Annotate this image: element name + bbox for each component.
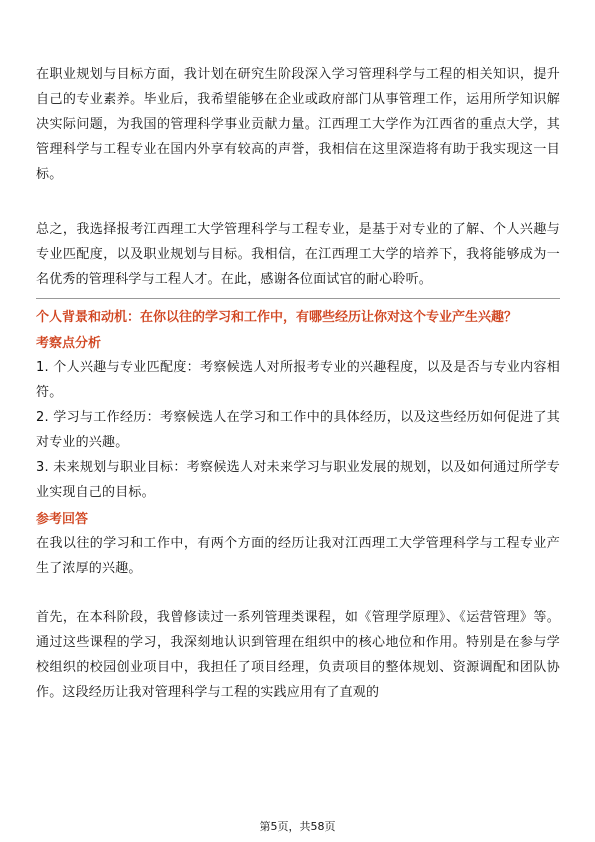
analysis-item: 2. 学习与工作经历：考察候选人在学习和工作中的具体经历，以及这些经历如何促进了其对专业的兴趣。 — [36, 410, 560, 450]
analysis-item: 1. 个人兴趣与专业匹配度：考察候选人对所报考专业的兴趣程度，以及是否与专业内容相符。 — [36, 360, 560, 400]
career-paragraph: 在职业规划与目标方面，我计划在研究生阶段深入学习管理科学与工程的相关知识，提升自己的专业素养。毕业后，我希望能够在企业或政府部门从事管理工作，运用所学知识解决实际问题，为我国的管理科学事业贡献力量。江西理工大学作为江西省的重点大学，其管理科学与工程专业在国内外享有较高的声誉，我相信在这里深造将有助于我实现这一目标。 — [36, 67, 560, 182]
analysis-list — [36, 355, 560, 505]
summary-paragraph: 总之，我选择报考江西理工大学管理科学与工程专业，是基于对专业的了解、个人兴趣与专业匹配度，以及职业规划与目标。我相信，在江西理工大学的培养下，我将能够成为一名优秀的管理科学与工程人才。在此，感谢各位面试官的耐心聆听。 — [36, 222, 560, 287]
question-heading: 个人背景和动机：在你以往的学习和工作中，有哪些经历让你对这个专业产生兴趣？ — [36, 310, 518, 325]
analysis-heading: 考察点分析 — [36, 336, 102, 351]
section-divider — [36, 298, 560, 299]
page-content — [36, 62, 560, 705]
answer-heading: 参考回答 — [36, 512, 89, 527]
analysis-item: 3. 未来规划与职业目标：考察候选人对未来学习与职业发展的规划，以及如何通过所学专业实现自己的目标。 — [36, 460, 560, 500]
page-number: 第5页，共58页 — [259, 820, 336, 833]
answer-intro-paragraph: 在我以往的学习和工作中，有两个方面的经历让我对江西理工大学管理科学与工程专业产生了浓厚的兴趣。 — [36, 536, 560, 576]
answer-body-paragraph: 首先，在本科阶段，我曾修读过一系列管理类课程，如《管理学原理》、《运营管理》等。通过这些课程的学习，我深刻地认识到管理在组织中的核心地位和作用。特别是在参与学校组织的校园创业项目中，我担任了项目经理，负责项目的整体规划、资源调配和团队协作。这段经历让我对管理科学与工程的实践应用有了直观的 — [36, 610, 560, 700]
